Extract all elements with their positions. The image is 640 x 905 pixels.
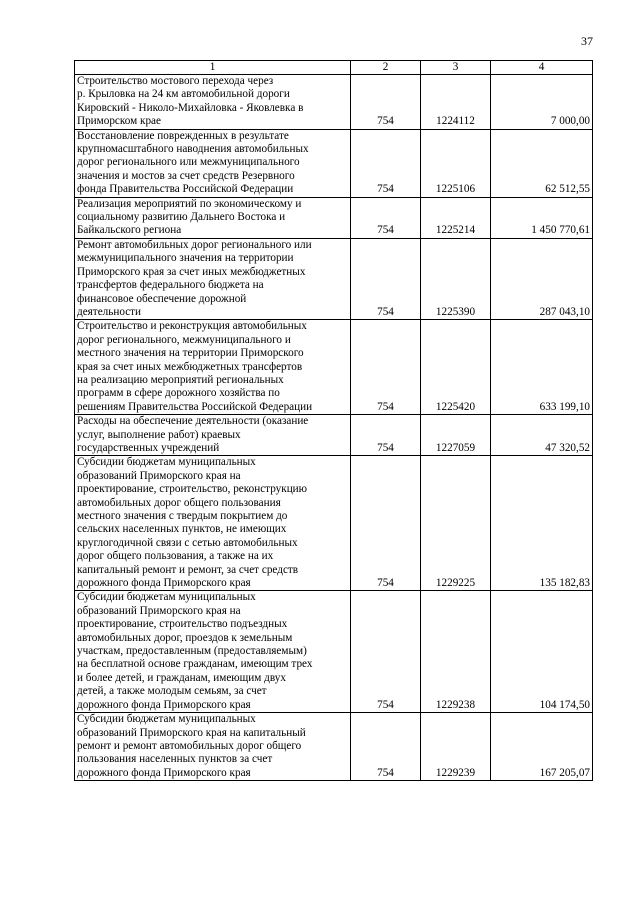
row-article-cell: 1229238 [421,591,491,713]
table-row [75,238,593,319]
row-name-cell: Ремонт автомобильных дорог регионального или межмуниципального значения на территории Приморского края за счет иных межбюджетных трансфертов федерального бюджета на финансовое обеспечение дорожной деятельности [75,238,351,319]
table-header-row [75,61,593,75]
row-name-cell: Строительство и реконструкция автомобильных дорог регионального, межмуниципального и местного значения на территории Приморского края за счет иных межбюджетных трансфертов на реализацию мероприятий региональных программ в сфере дорожного хозяйства по решениям Правительства Российской Федерации [75,320,351,415]
row-article-cell: 1225106 [421,129,491,197]
row-code-cell: 754 [351,75,421,130]
row-code-cell: 754 [351,456,421,591]
row-article-cell: 1225390 [421,238,491,319]
table-row [75,456,593,591]
row-amount-cell: 104 174,50 [491,591,593,713]
table-row [75,415,593,456]
row-article-cell: 1225214 [421,197,491,238]
row-article-cell: 1224112 [421,75,491,130]
row-amount-cell: 1 450 770,61 [491,197,593,238]
budget-table [74,60,593,781]
row-name-cell: Восстановление поврежденных в результате крупномасштабного наводнения автомобильных дорог регионального или межмуниципального значения и мостов за счет средств Резервного фонда Правительства Российской Федерации [75,129,351,197]
row-name-cell: Субсидии бюджетам муниципальных образований Приморского края на проектирование, строительство подъездных автомобильных дорог, проездов к земельным участкам, предоставленным (предоставляемым) на бесплатной основе гражданам, имеющим трех и более детей, и гражданам, имеющим двух детей, а также молодым семьям, за счет дорожного фонда Приморского края [75,591,351,713]
table-row [75,591,593,713]
row-code-cell: 754 [351,197,421,238]
row-amount-cell: 287 043,10 [491,238,593,319]
row-code-cell: 754 [351,415,421,456]
row-name-cell: Субсидии бюджетам муниципальных образований Приморского края на капитальный ремонт и ремонт автомобильных дорог общего пользования населенных пунктов за счет дорожного фонда Приморского края [75,713,351,781]
row-code-cell: 754 [351,129,421,197]
row-name-cell: Строительство мостового перехода через р. Крыловка на 24 км автомобильной дороги Кировский - Николо-Михайловка - Яковлевка в Приморском крае [75,75,351,130]
column-header: 3 [421,61,491,75]
row-amount-cell: 167 205,07 [491,713,593,781]
column-header: 4 [491,61,593,75]
row-amount-cell: 47 320,52 [491,415,593,456]
row-article-cell: 1225420 [421,320,491,415]
row-code-cell: 754 [351,320,421,415]
table-row [75,320,593,415]
row-article-cell: 1227059 [421,415,491,456]
row-name-cell: Расходы на обеспечение деятельности (оказание услуг, выполнение работ) краевых государственных учреждений [75,415,351,456]
row-amount-cell: 62 512,55 [491,129,593,197]
table-row [75,713,593,781]
table-row [75,129,593,197]
row-amount-cell: 135 182,83 [491,456,593,591]
row-amount-cell: 633 199,10 [491,320,593,415]
row-code-cell: 754 [351,238,421,319]
column-header: 2 [351,61,421,75]
row-name-cell: Субсидии бюджетам муниципальных образований Приморского края на проектирование, строительство, реконструкцию автомобильных дорог общего пользования местного значения с твердым покрытием до сельских населенных пунктов, не имеющих круглогодичной связи с сетью автомобильных дорог общего пользования, а также на их капитальный ремонт и ремонт, за счет средств дорожного фонда Приморского края [75,456,351,591]
column-header: 1 [75,61,351,75]
row-article-cell: 1229239 [421,713,491,781]
table-row [75,197,593,238]
table-row [75,75,593,130]
row-name-cell: Реализация мероприятий по экономическому и социальному развитию Дальнего Востока и Байкальского региона [75,197,351,238]
row-code-cell: 754 [351,713,421,781]
row-article-cell: 1229225 [421,456,491,591]
row-amount-cell: 7 000,00 [491,75,593,130]
page-number: 37 [581,34,593,48]
row-code-cell: 754 [351,591,421,713]
